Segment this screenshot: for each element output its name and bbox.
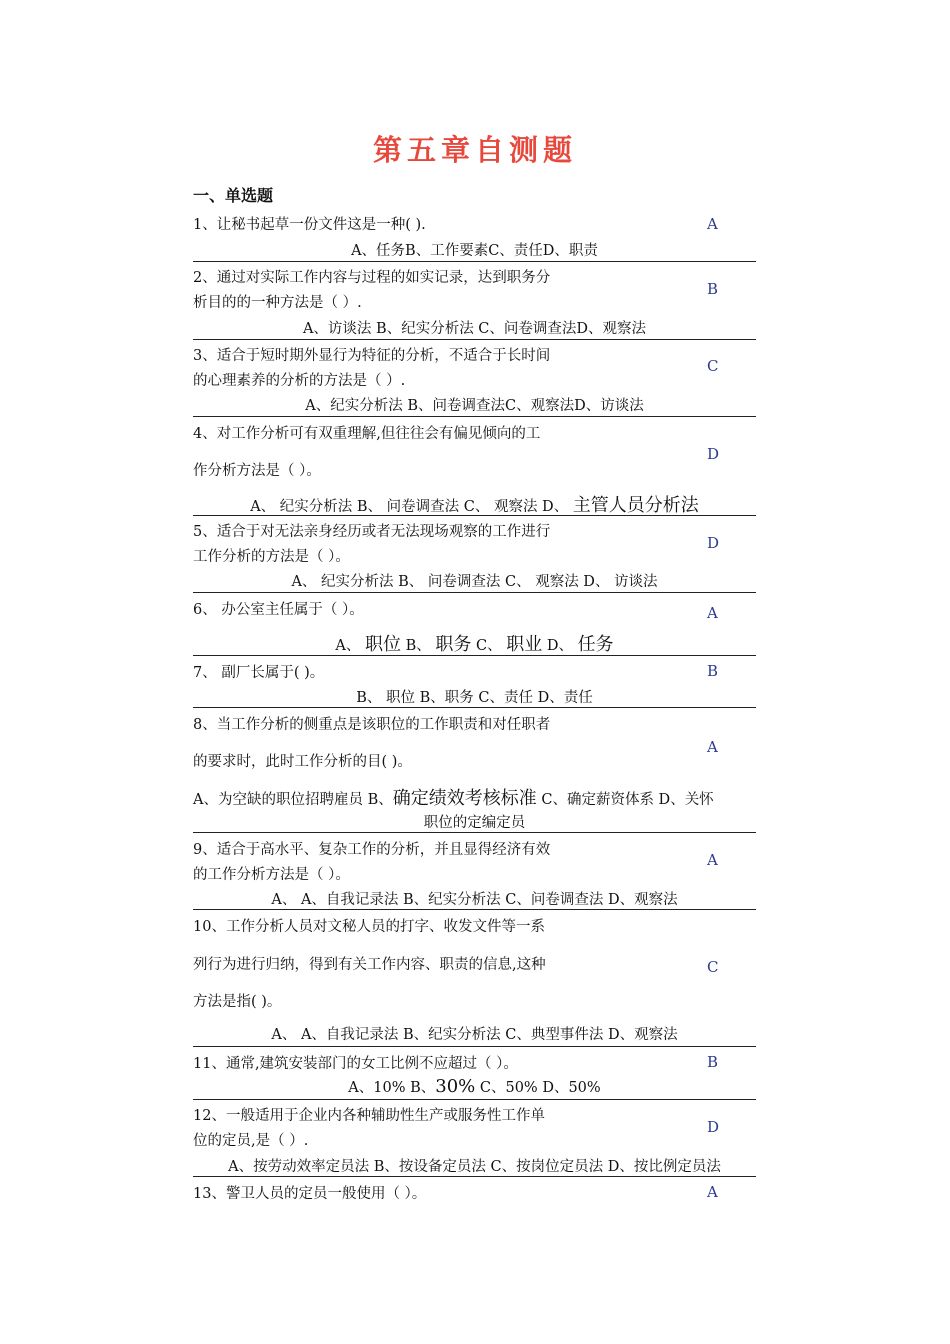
question-text: 7、 副厂长属于( )。: [193, 665, 325, 681]
question-options: A、按劳动效率定员法 B、按设备定员法 C、按岗位定员法 D、按比例定员法: [228, 1159, 721, 1175]
answer: A: [707, 215, 718, 233]
question-options: [193, 630, 756, 656]
divider: [193, 515, 756, 516]
page-title: 第五章自测题: [372, 133, 577, 167]
options-text-large: 主管人员分析法: [572, 495, 699, 516]
question-text: 6、 办公室主任属于（ ）。: [193, 602, 364, 618]
options-text-large: 确定绩效考核标准: [392, 788, 537, 809]
question-text: 的工作分析方法是（ ）。: [193, 867, 350, 883]
divider: [193, 592, 756, 593]
question-text: 工作分析的方法是（ ）。: [193, 549, 350, 565]
options-text: A、 纪实分析法 B、 问卷调查法 C、 观察法 D、: [250, 499, 573, 515]
question-options: [193, 784, 756, 810]
question-text: 5、适合于对无法亲身经历或者无法现场观察的工作进行: [193, 524, 551, 540]
answer: A: [707, 738, 718, 756]
question-text: 1、让秘书起草一份文件这是一种( ).: [193, 217, 426, 233]
answer: C: [707, 357, 719, 375]
question-text: 12、一般适用于企业内各种辅助性生产或服务性工作单: [193, 1108, 545, 1124]
divider: [193, 416, 756, 417]
question-text: 列行为进行归纳，得到有关工作内容、职责的信息,这种: [193, 957, 546, 973]
question-text: 析目的的一种方法是（ ）.: [193, 295, 362, 311]
question-options: A、 A、自我记录法 B、纪实分析法 C、问卷调查法 D、观察法: [271, 892, 678, 908]
divider: [193, 1099, 756, 1100]
question-options: [193, 491, 756, 517]
option-letter: B、: [401, 638, 436, 654]
question-8: [193, 709, 756, 834]
question-11: [193, 1048, 756, 1101]
question-10: [193, 911, 756, 1048]
answer: D: [707, 445, 720, 463]
question-text: 的要求时，此时工作分析的目( )。: [193, 754, 412, 770]
question-2: [193, 263, 756, 341]
question-text: 4、对工作分析可有双重理解,但往往会有偏见倾向的工: [193, 426, 541, 442]
question-text: 10、工作分析人员对文秘人员的打字、收发文件等一系: [193, 919, 545, 935]
divider: [193, 261, 756, 262]
question-3: [193, 341, 756, 418]
option-letter: D、: [542, 638, 578, 654]
option-letter: C、: [471, 638, 507, 654]
options-text: C、50% D、50%: [475, 1080, 601, 1096]
section-heading: 一、单选题: [193, 186, 274, 205]
question-options: A、任务B、工作要素C、责任D、职责: [351, 243, 598, 259]
answer: A: [707, 604, 718, 622]
option-text: 任务: [577, 634, 614, 655]
divider: [193, 707, 756, 708]
question-7: [193, 657, 756, 709]
answer: B: [707, 280, 719, 298]
question-text: 作分析方法是（ ）。: [193, 463, 321, 479]
option-letter: A、: [335, 638, 366, 654]
answer: C: [707, 958, 719, 976]
question-text: 9、适合于高水平、复杂工作的分析，并且显得经济有效: [193, 842, 551, 858]
divider: [193, 655, 756, 656]
option-text: 职位: [365, 634, 402, 655]
question-13: [193, 1178, 756, 1208]
question-text: 方法是指( )。: [193, 994, 282, 1010]
question-options: A、纪实分析法 B、问卷调查法C、观察法D、访谈法: [305, 398, 644, 414]
divider: [193, 339, 756, 340]
question-text: 11、通常,建筑安装部门的女工比例不应超过（ ）。: [193, 1056, 518, 1072]
answer: D: [707, 1118, 720, 1136]
question-1: [193, 211, 756, 263]
question-options: B、 职位 B、职务 C、责任 D、责任: [356, 690, 593, 706]
answer: D: [707, 534, 720, 552]
options-text-large: 30%: [435, 1076, 476, 1097]
divider: [193, 1176, 756, 1177]
question-6: [193, 594, 756, 657]
option-text: 职业: [506, 634, 543, 655]
divider: [193, 909, 756, 910]
question-4: [193, 418, 756, 517]
question-text: 的心理素养的分析的方法是（ ）.: [193, 373, 406, 389]
answer: B: [707, 1053, 719, 1071]
question-12: [193, 1101, 756, 1178]
options-text: A、为空缺的职位招聘雇员 B、: [193, 792, 393, 808]
question-options: A、访谈法 B、纪实分析法 C、问卷调查法D、观察法: [302, 321, 647, 337]
options-text: A、10% B、: [348, 1080, 436, 1096]
question-options: A、 纪实分析法 B、 问卷调查法 C、 观察法 D、 访谈法: [291, 574, 658, 590]
question-text: 13、警卫人员的定员一般使用（ ）。: [193, 1186, 427, 1202]
question-text: 2、通过对实际工作内容与过程的如实记录，达到职务分: [193, 270, 551, 286]
divider: [193, 832, 756, 833]
answer: A: [707, 1183, 718, 1201]
answer: B: [707, 662, 719, 680]
divider: [193, 1046, 756, 1047]
option-text: 职务: [435, 634, 472, 655]
question-text: 位的定员,是（ ）.: [193, 1133, 309, 1149]
question-options: A、 A、自我记录法 B、纪实分析法 C、典型事件法 D、观察法: [271, 1027, 678, 1043]
question-text: 3、适合于短时期外显行为特征的分析，不适合于长时间: [193, 348, 551, 364]
question-5: [193, 517, 756, 594]
options-text: C、确定薪资体系 D、关怀: [536, 792, 714, 808]
question-9: [193, 834, 756, 911]
answer: A: [707, 851, 718, 869]
question-options-continued: 职位的定编定员: [423, 815, 526, 831]
question-options: [193, 1076, 756, 1097]
question-text: 8、当工作分析的侧重点是该职位的工作职责和对任职者: [193, 717, 551, 733]
